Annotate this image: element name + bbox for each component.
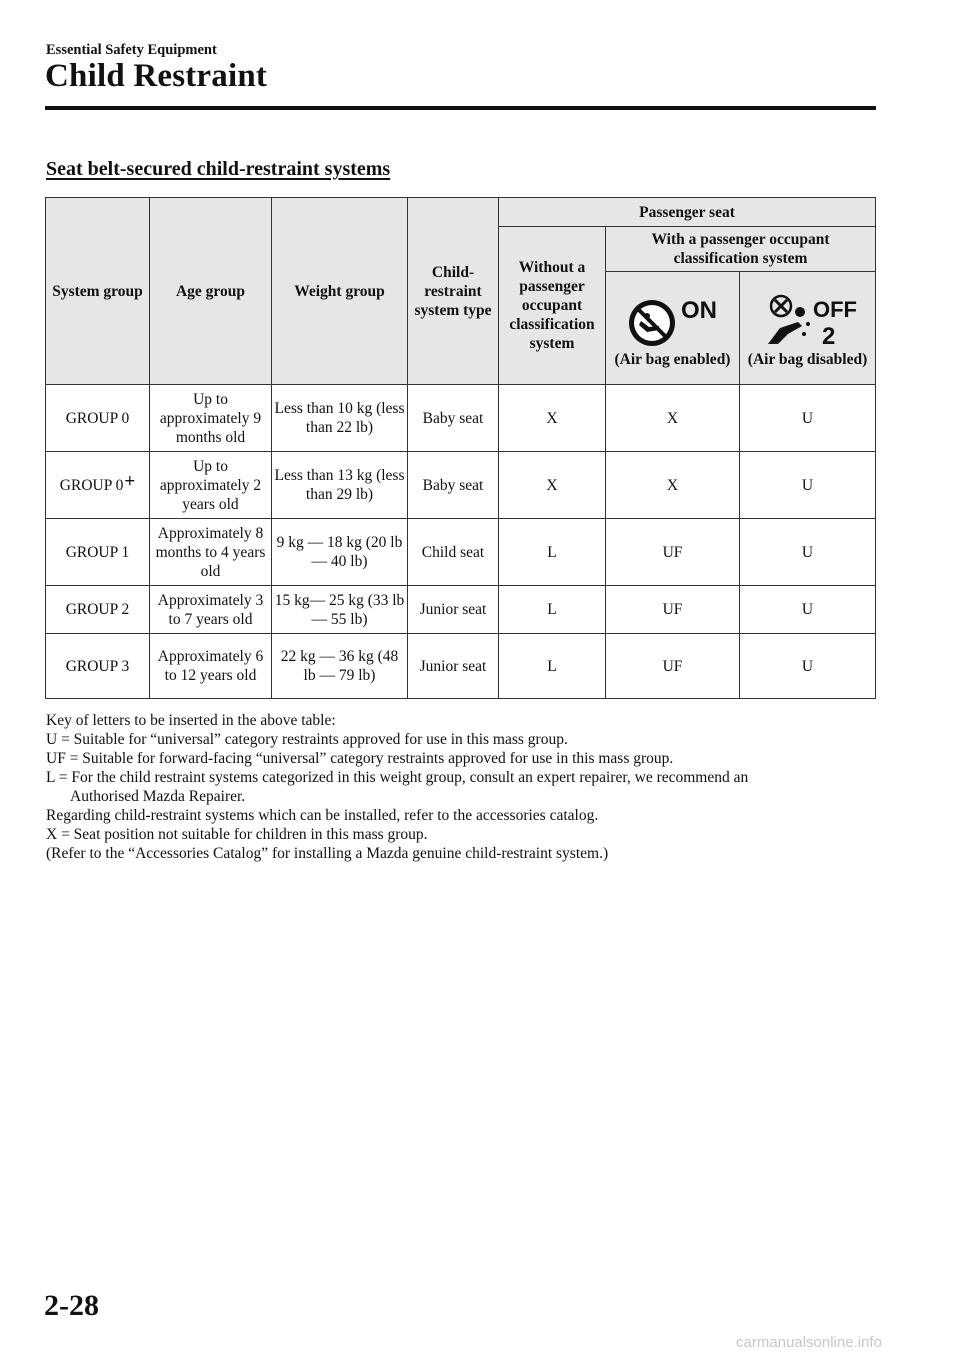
cell-age: Approximately 8 months to 4 years old (150, 519, 272, 586)
table-row (46, 385, 876, 452)
cell-without: X (499, 385, 606, 452)
airbag-on-icon (625, 294, 721, 348)
chapter-title: Child Restraint (45, 58, 268, 94)
note-line: X = Seat position not suitable for children in this mass group. (46, 826, 428, 843)
cell-without: L (499, 586, 606, 634)
header-without-occupant-system: Without a passenger occupant classification system (499, 227, 606, 385)
cell-type: Child seat (408, 519, 499, 586)
header-airbag-on (606, 272, 740, 385)
airbag-off-caption: (Air bag disabled) (747, 350, 868, 368)
sub-heading: Seat belt-secured child-restraint systems (46, 158, 391, 180)
header-weight-group: Weight group (272, 198, 408, 385)
cell-weight: 22 kg — 36 kg (48 lb — 79 lb) (272, 634, 408, 699)
note-line: L = For the child restraint systems categorized in this weight group, consult an expert repairer, we recommend an (46, 769, 749, 786)
plus-mark: + (124, 470, 136, 492)
airbag-off-text: OFF (812, 296, 857, 322)
header-with-occupant-system: With a passenger occupant classification system (606, 227, 876, 272)
cell-type: Junior seat (408, 634, 499, 699)
note-line: Key of letters to be inserted in the above table: (46, 712, 336, 729)
cell-group-label: GROUP 0 (59, 476, 124, 494)
cell-airbag-off: U (740, 519, 876, 586)
cell-group: GROUP 1 (46, 519, 150, 586)
note-line: U = Suitable for “universal” category restraints approved for use in this mass group. (46, 731, 568, 748)
watermark: carmanualsonline.info (736, 1334, 882, 1351)
airbag-on-caption: (Air bag enabled) (614, 350, 731, 368)
cell-airbag-off: U (740, 586, 876, 634)
cell-airbag-on: X (606, 385, 740, 452)
cell-weight: Less than 13 kg (less than 29 lb) (272, 452, 408, 519)
airbag-off-icon (758, 294, 858, 348)
cell-group: GROUP 2 (46, 586, 150, 634)
cell-group (46, 452, 150, 519)
table-row (46, 519, 876, 586)
cell-without: L (499, 634, 606, 699)
cell-age: Approximately 3 to 7 years old (150, 586, 272, 634)
cell-type: Baby seat (408, 385, 499, 452)
header-rule (45, 106, 876, 110)
cell-airbag-off: U (740, 452, 876, 519)
header-system-group: System group (46, 198, 150, 385)
cell-airbag-off: U (740, 385, 876, 452)
cell-airbag-on: UF (606, 586, 740, 634)
cell-type: Junior seat (408, 586, 499, 634)
header-age-group: Age group (150, 198, 272, 385)
note-line: Regarding child-restraint systems which can be installed, refer to the accessories catalog. (46, 807, 599, 824)
table-row (46, 452, 876, 519)
cell-without: X (499, 452, 606, 519)
cell-airbag-on: UF (606, 519, 740, 586)
note-line: UF = Suitable for forward-facing “universal” category restraints approved for use in this mass group. (46, 750, 674, 767)
table-notes (46, 711, 876, 863)
svg-text:2: 2 (821, 322, 835, 348)
cell-age: Up to approximately 2 years old (150, 452, 272, 519)
cell-group: GROUP 0 (46, 385, 150, 452)
cell-weight: 15 kg— 25 kg (33 lb — 55 lb) (272, 586, 408, 634)
header-passenger-seat: Passenger seat (499, 198, 876, 227)
cell-weight: Less than 10 kg (less than 22 lb) (272, 385, 408, 452)
page-number: 2-28 (44, 1289, 99, 1322)
cell-airbag-on: UF (606, 634, 740, 699)
header-restraint-type: Child-restraint system type (408, 198, 499, 385)
cell-without: L (499, 519, 606, 586)
header-airbag-off (740, 272, 876, 385)
table-row (46, 586, 876, 634)
child-restraint-table (45, 197, 876, 699)
cell-airbag-on: X (606, 452, 740, 519)
note-line: (Refer to the “Accessories Catalog” for installing a Mazda genuine child-restraint system.) (46, 845, 609, 862)
cell-airbag-off: U (740, 634, 876, 699)
cell-age: Up to approximately 9 months old (150, 385, 272, 452)
note-line: Authorised Mazda Repairer. (70, 788, 246, 805)
cell-age: Approximately 6 to 12 years old (150, 634, 272, 699)
table-row (46, 634, 876, 699)
cell-type: Baby seat (408, 452, 499, 519)
cell-group: GROUP 3 (46, 634, 150, 699)
section-label: Essential Safety Equipment (46, 42, 217, 58)
cell-weight: 9 kg — 18 kg (20 lb — 40 lb) (272, 519, 408, 586)
airbag-on-text: ON (680, 296, 717, 324)
